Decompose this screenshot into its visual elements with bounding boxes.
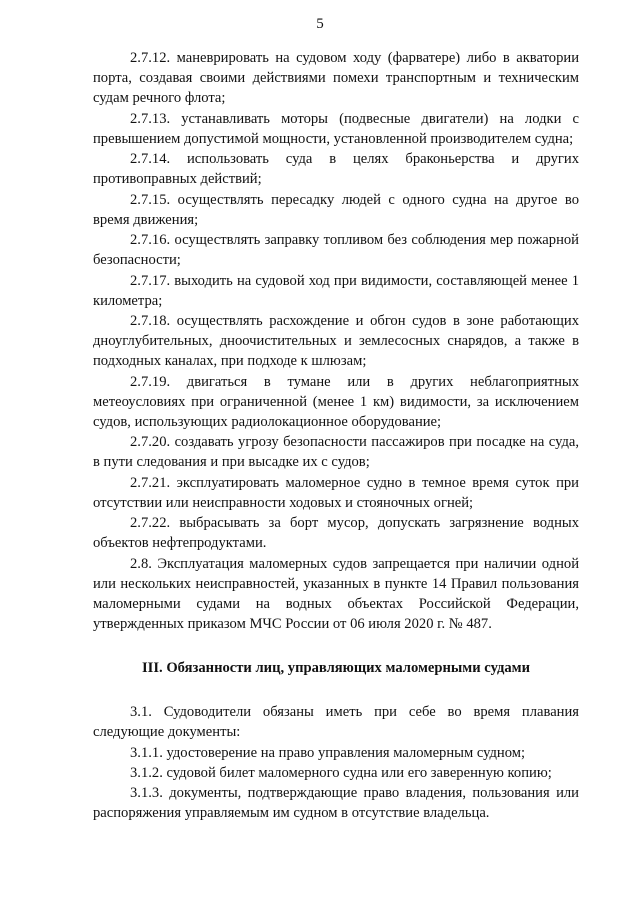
paragraph-2-7-16: 2.7.16. осуществлять заправку топливом без соблюдения мер пожарной безопасности; [93, 232, 579, 269]
paragraph-2-7-21: 2.7.21. эксплуатировать маломерное судно в темное время суток при отсутствии или неисправности ходовых и стояночных огней; [93, 474, 579, 511]
page-content [93, 48, 579, 824]
paragraph-2-7-13: 2.7.13. устанавливать моторы (подвесные двигатели) на лодки с превышением допустимой мощности, установленной производителем судна; [93, 110, 579, 147]
paragraph-3-1-2: 3.1.2. судовой билет маломерного судна или его заверенную копию; [130, 764, 552, 781]
paragraph-2-8: 2.8. Эксплуатация маломерных судов запрещается при наличии одной или нескольких неисправностей, указанных в пункте 14 Правил пользования маломерными судами на водных объектах Российской Федерации, утвержденных приказом МЧС России от 06 июля 2020 г. № 487. [93, 555, 579, 632]
paragraph-2-7-12: 2.7.12. маневрировать на судовом ходу (фарватере) либо в акватории порта, создавая своими действиями помехи транспортным и техническим судам речного флота; [93, 50, 579, 107]
paragraph-2-7-14: 2.7.14. использовать суда в целях браконьерства и других противоправных действий; [93, 151, 579, 188]
paragraph-2-7-17: 2.7.17. выходить на судовой ход при видимости, составляющей менее 1 километра; [93, 272, 579, 309]
paragraph-2-7-15: 2.7.15. осуществлять пересадку людей с одного судна на другое во время движения; [93, 191, 579, 228]
paragraph-2-7-22: 2.7.22. выбрасывать за борт мусор, допускать загрязнение водных объектов нефтепродуктами. [93, 515, 579, 552]
paragraph-2-7-19: 2.7.19. двигаться в тумане или в других неблагоприятных метеоусловиях при ограниченной (менее 1 км) видимости, за исключением судов, использующих радиолокационное оборудование; [93, 373, 579, 430]
paragraph-2-7-18: 2.7.18. осуществлять расхождение и обгон судов в зоне работающих дноуглубительных, дноочистительных и землесосных снарядов, а также в подходных каналах, при подходе к шлюзам; [93, 313, 579, 370]
section-heading: III. Обязанности лиц, управляющих маломерными судами [141, 659, 530, 676]
paragraph-3-1-1: 3.1.1. удостоверение на право управления маломерным судном; [130, 744, 526, 761]
paragraph-2-7-20: 2.7.20. создавать угрозу безопасности пассажиров при посадке на суда, в пути следования и при высадке их с судов; [93, 434, 579, 471]
paragraph-3-1-3: 3.1.3. документы, подтверждающие право владения, пользования или распоряжения управляемым им судном в отсутствие владельца. [93, 785, 579, 822]
paragraph-3-1: 3.1. Судоводители обязаны иметь при себе во время плавания следующие документы: [93, 704, 579, 741]
page-number: 5 [316, 16, 324, 32]
